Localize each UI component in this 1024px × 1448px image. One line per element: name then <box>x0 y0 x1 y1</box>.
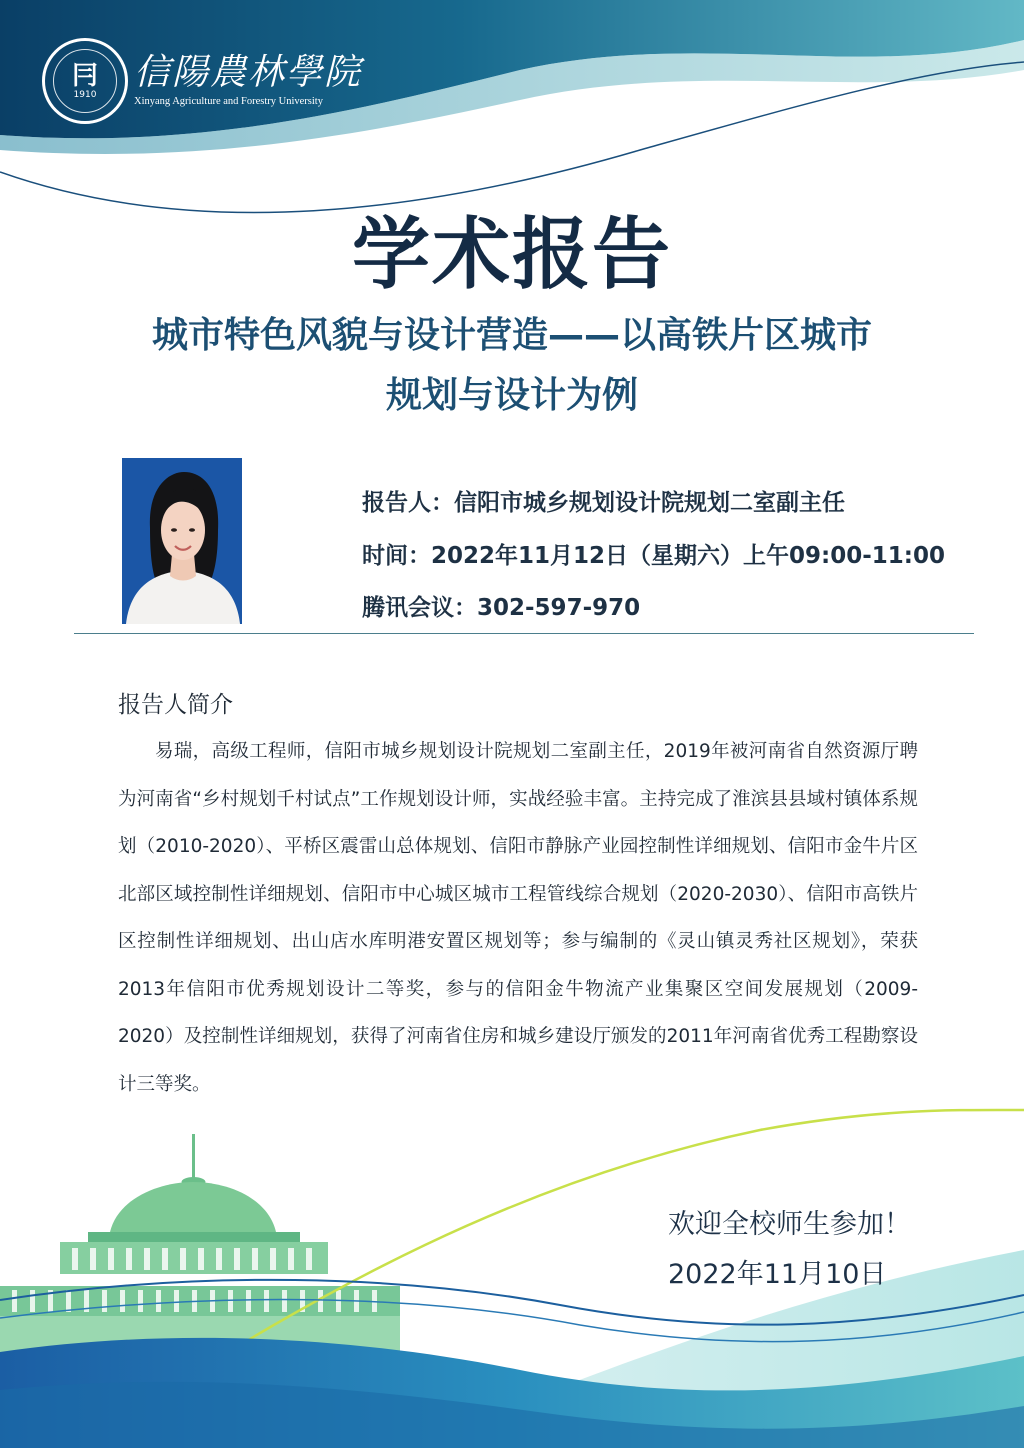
bio-heading: 报告人简介 <box>118 692 233 718</box>
university-logo <box>42 38 362 124</box>
logo-chinese-name: 信陽農林學院 <box>134 52 363 93</box>
welcome-message: 欢迎全校师生参加！ <box>668 1209 911 1240</box>
building-illustration <box>0 1134 400 1356</box>
page-title: 学术报告 <box>351 210 672 300</box>
time-info: 时间：2022年11月12日（星期六）上午09:00-11:00 <box>362 543 945 569</box>
subtitle-line-2: 规划与设计为例 <box>385 375 638 416</box>
meeting-info: 腾讯会议：302-597-970 <box>362 595 641 621</box>
section-divider <box>74 633 974 634</box>
university-seal-icon <box>42 38 128 124</box>
logo-text <box>134 53 362 109</box>
seal-year: 1910 <box>73 90 97 100</box>
speaker-info: 报告人：信阳市城乡规划设计院规划二室副主任 <box>362 490 845 516</box>
speaker-photo <box>122 458 242 624</box>
logo-english-name: Xinyang Agriculture and Forestry University <box>134 96 323 107</box>
subtitle-line-1: 城市特色风貌与设计营造——以高铁片区城市 <box>151 315 872 356</box>
publish-date: 2022年11月10日 <box>668 1259 887 1290</box>
bio-text: 易瑞，高级工程师，信阳市城乡规划设计院规划二室副主任，2019年被河南省自然资源厅聘为河南省“乡村规划千村试点”工作规划设计师，实战经验丰富。主持完成了淮滨县县域村镇体系规划（2010-2020）、平桥区震雷山总体规划、信阳市静脉产业园控制性详细规划、信阳市金牛片区北部区域控制性详细规划、信阳市中心城区城市工程管线综合规划（2020-2030）、信阳市高铁片区控制性详细规划、出山店水库明港安置区规划等；参与编制的《灵山镇灵秀社区规划》，荣获2013年信阳市优秀规划设计二等奖，参与的信阳金牛物流产业集聚区空间发展规划（2009-2020）及控制性详细规划，获得了河南省住房和城乡建设厅颁发的2011年河南省优秀工程勘察设计三等奖。 <box>118 741 918 1095</box>
seal-glyph: 冃 <box>71 61 98 91</box>
report-subtitle <box>40 306 984 426</box>
